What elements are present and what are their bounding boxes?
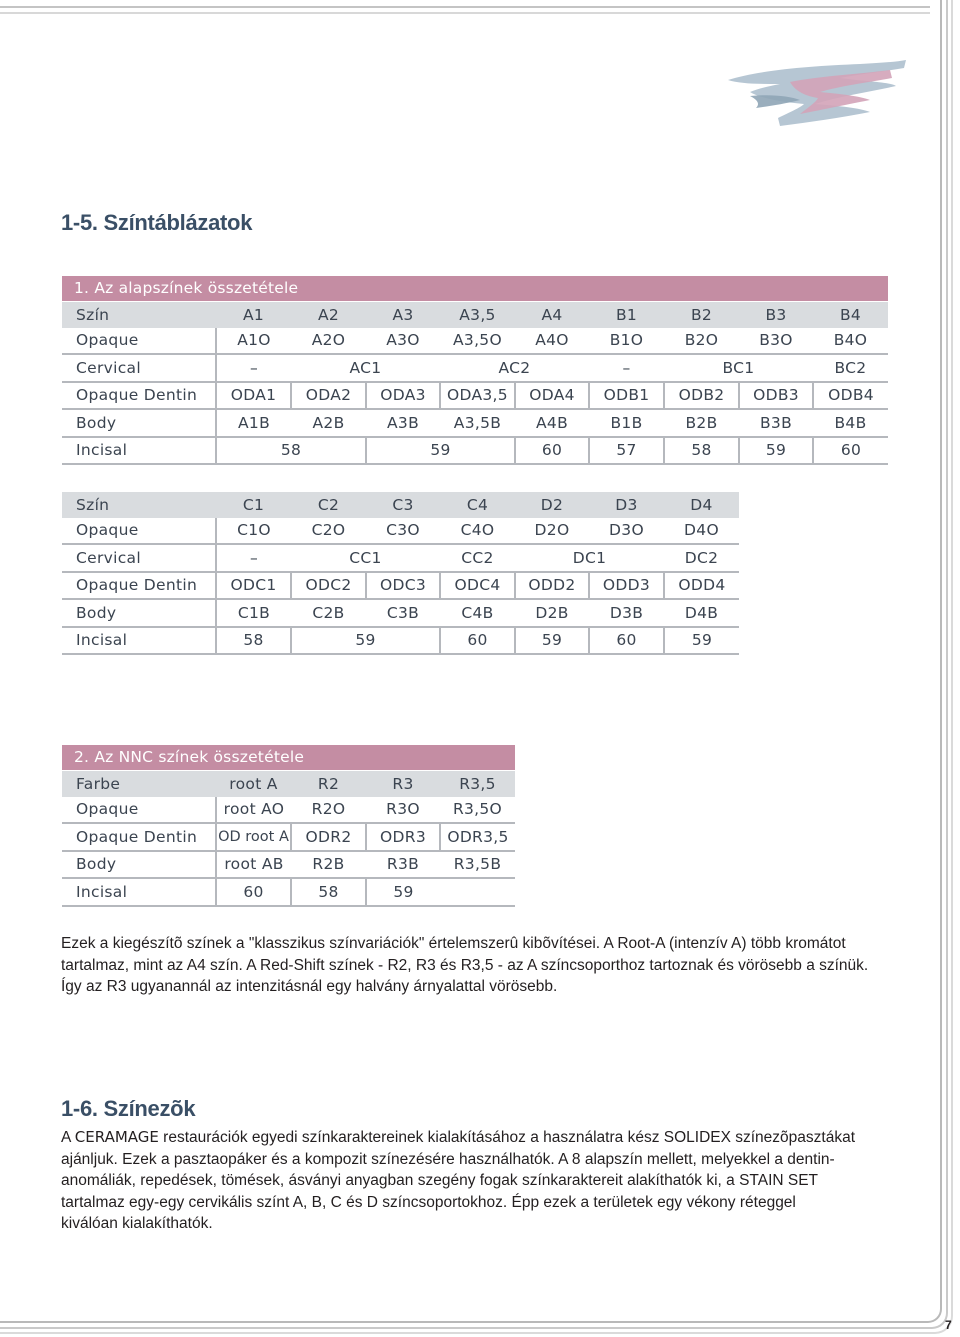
table-cell: CC2 (440, 544, 515, 572)
nnc-shades-table (62, 771, 515, 907)
table-cell: A3O (386, 331, 420, 350)
header-cell: D4 (664, 492, 739, 518)
stains-line: ajánljuk. Ezek a pasztaopáker és a kompozit színezésére használhatók. A 8 alapszín mellett, melyekkel a dentin- (61, 1150, 835, 1168)
table-cell: ODA3,5 (440, 382, 515, 410)
header-cell: A2 (291, 302, 366, 328)
stains-line: tartalmaz egy-egy cervikális színt A, B, C és D színcsoportokhoz. Épp ezek a területek egy vékony réteggel (61, 1193, 796, 1211)
table-cell: BC1 (664, 354, 813, 382)
table-cell: 59 (291, 627, 440, 655)
table-cell: 58 (216, 437, 366, 465)
header-cell: B1 (589, 302, 664, 328)
table-cell: B2O (684, 331, 719, 350)
header-cell: R3 (366, 771, 440, 797)
table-cell: D2B (515, 599, 589, 627)
row-label: Cervical (62, 544, 216, 572)
row-label: Opaque Dentin (62, 823, 216, 851)
table-cell: 59 (366, 878, 440, 906)
table-header-row (62, 492, 739, 518)
row-label: Incisal (62, 878, 216, 906)
table-cell: A3B (366, 409, 440, 437)
table-row (62, 851, 515, 879)
table-cell: C4O (460, 521, 495, 540)
table-cell: C1O (216, 518, 291, 545)
table-header-row (62, 302, 888, 328)
table-cell: C1B (216, 599, 291, 627)
table-cell: 59 (366, 437, 515, 465)
header-cell: R3,5 (440, 771, 515, 797)
table-cell: AC1 (291, 354, 440, 382)
table-cell: CC1 (291, 544, 440, 572)
table-cell: – (216, 544, 291, 572)
table3-caption: 2. Az NNC színek összetétele (62, 745, 515, 770)
table-cell: ODC1 (216, 572, 291, 600)
table-cell: C3O (386, 521, 420, 540)
row-label: Body (62, 851, 216, 879)
table-cell: ODB2 (664, 382, 739, 410)
row-label: Incisal (62, 627, 216, 655)
table-cell: D4O (684, 521, 719, 540)
table-cell: ODA1 (216, 382, 291, 410)
table-row (62, 878, 515, 906)
header-cell: C2 (291, 492, 366, 518)
table-cell: BC2 (813, 354, 888, 382)
table-row (62, 544, 739, 572)
header-cell: B4 (813, 302, 888, 328)
row-label: Incisal (62, 437, 216, 465)
table-cell: ODR3 (366, 823, 440, 851)
table-cell: AC2 (440, 354, 589, 382)
table-cell: A4B (515, 409, 589, 437)
header-cell: C1 (216, 492, 291, 518)
table-cell: OD root A (216, 823, 291, 851)
table-cell: ODR3,5 (440, 823, 515, 851)
header-cell: A3 (366, 302, 440, 328)
table-cell: B1O (609, 331, 644, 350)
table-cell: R3O (366, 797, 440, 824)
stains-line: kiválóan kialakíthatók. (61, 1215, 213, 1232)
table-cell: 60 (813, 437, 888, 465)
table-cell: D2O (534, 521, 570, 540)
table-cell: 60 (515, 437, 589, 465)
header-cell: D2 (515, 492, 589, 518)
table-row (62, 599, 739, 627)
table-cell: B4B (813, 409, 888, 437)
header-cell: Szín (62, 302, 216, 328)
brush-stroke-logo (720, 52, 910, 132)
table-cell: root AO (216, 797, 291, 824)
table-cell: R3,5B (440, 851, 515, 879)
header-cell: D3 (589, 492, 664, 518)
table-cell: C2B (291, 599, 366, 627)
table-cell: ODB3 (739, 382, 813, 410)
brand-name: CERAMAGE (74, 1128, 159, 1146)
note-line: Így az R3 ugyanannál az intenzitásnál egy halvány árnyalattal vörösebb. (61, 978, 558, 995)
table-row (62, 354, 888, 382)
row-label: Opaque Dentin (62, 572, 216, 600)
table-cell: C4B (440, 599, 515, 627)
table-cell (440, 878, 515, 906)
stains-line: restaurációk egyedi színkaraktereinek kialakításához a használatra kész SOLIDEX színezõpasztákat (158, 1129, 856, 1146)
base-shades-table-1 (62, 302, 888, 465)
table-cell: ODB4 (813, 382, 888, 410)
table-cell: 60 (440, 627, 515, 655)
header-cell: root A (216, 771, 291, 797)
page-number: 7 (945, 1318, 952, 1332)
table-cell: 58 (291, 878, 366, 906)
base-shades-table-2 (62, 492, 739, 655)
table-cell: DC1 (515, 544, 664, 572)
table-cell: A1B (216, 409, 291, 437)
row-label: Opaque (76, 521, 139, 540)
header-cell: A1 (216, 302, 291, 328)
table-cell: ODA2 (291, 382, 366, 410)
table-cell: – (216, 354, 291, 382)
table-cell: ODC3 (366, 572, 440, 600)
table-cell: R2O (291, 797, 366, 824)
table-cell: R3,5O (440, 797, 515, 824)
section-heading-stains: 1-6. Színezõk (61, 1096, 196, 1121)
nnc-note-paragraph (61, 933, 921, 998)
table-cell: DC2 (664, 544, 739, 572)
table-cell: ODR2 (291, 823, 366, 851)
table-row (62, 797, 515, 824)
table-cell: D3O (609, 521, 644, 540)
table-cell: A1O (216, 328, 291, 355)
table-cell: ODC2 (291, 572, 366, 600)
table-row (62, 823, 515, 851)
table-cell: ODA4 (515, 382, 589, 410)
table-cell: 58 (216, 627, 291, 655)
header-cell: A4 (515, 302, 589, 328)
header-cell: Szín (62, 492, 216, 518)
table-row (62, 437, 888, 465)
header-cell: C3 (366, 492, 440, 518)
table-cell: root AB (216, 851, 291, 879)
table-cell: R2B (291, 851, 366, 879)
table-cell: ODD2 (515, 572, 589, 600)
table-cell: ODD4 (664, 572, 739, 600)
table-cell: 60 (589, 627, 664, 655)
table-cell: D4B (664, 599, 739, 627)
row-label: Body (62, 409, 216, 437)
table-cell: 59 (515, 627, 589, 655)
table-cell: 58 (664, 437, 739, 465)
table-cell: A2O (311, 331, 346, 350)
stains-line: anomáliák, repedések, tömések, ásványi anyagban szegény fogak színkaraktereit alakíthatók ki, a STAIN SET (61, 1172, 819, 1189)
header-cell: B2 (664, 302, 739, 328)
table-row (62, 409, 888, 437)
table-cell: ODC4 (440, 572, 515, 600)
stains-paragraph (61, 1127, 921, 1235)
section-heading-color-tables: 1-5. Színtáblázatok (61, 210, 253, 235)
table-row (62, 572, 739, 600)
header-cell: R2 (291, 771, 366, 797)
table1-caption: 1. Az alapszínek összetétele (62, 276, 888, 301)
table-cell: – (589, 354, 664, 382)
table-row (62, 328, 888, 355)
table-cell: D3B (589, 599, 664, 627)
table-row (62, 627, 739, 655)
header-cell: B3 (739, 302, 813, 328)
stains-line: A (61, 1129, 75, 1146)
table-header-row (62, 771, 515, 797)
row-label: Opaque (76, 331, 139, 350)
table-cell: A4O (535, 331, 569, 350)
note-line: Ezek a kiegészítõ színek a "klasszikus színvariációk" értelemszerû kibõvítései. A Root-A (intenzív A) több kromátot (61, 935, 846, 952)
row-label: Cervical (62, 354, 216, 382)
table-cell: A3,5O (453, 331, 502, 350)
table-cell: B2B (664, 409, 739, 437)
table-cell: ODD3 (589, 572, 664, 600)
table-cell: ODA3 (366, 382, 440, 410)
table-cell: C3B (366, 599, 440, 627)
row-label: Body (62, 599, 216, 627)
table-cell: A2B (291, 409, 366, 437)
table-cell: 59 (664, 627, 739, 655)
row-label: Opaque Dentin (62, 382, 216, 410)
table-cell: C2O (311, 521, 346, 540)
table-cell: R3B (366, 851, 440, 879)
header-cell: A3,5 (440, 302, 515, 328)
row-label: Opaque (62, 797, 216, 824)
note-line: tartalmaz, mint az A4 szín. A Red-Shift színek - R2, R3 és R3,5 - az A színcsoporthoz tartoznak és vörösebb a színük. (61, 956, 869, 974)
header-cell: Farbe (62, 771, 216, 797)
table-cell: 57 (589, 437, 664, 465)
table-row (62, 518, 739, 545)
table-row (62, 382, 888, 410)
table-cell: B4O (833, 331, 868, 350)
table-cell: 60 (216, 878, 291, 906)
table-cell: B3O (759, 331, 793, 350)
table-cell: ODB1 (589, 382, 664, 410)
header-cell: C4 (440, 492, 515, 518)
table-cell: B1B (589, 409, 664, 437)
table-cell: 59 (739, 437, 813, 465)
table-cell: A3,5B (440, 409, 515, 437)
table-cell: B3B (739, 409, 813, 437)
